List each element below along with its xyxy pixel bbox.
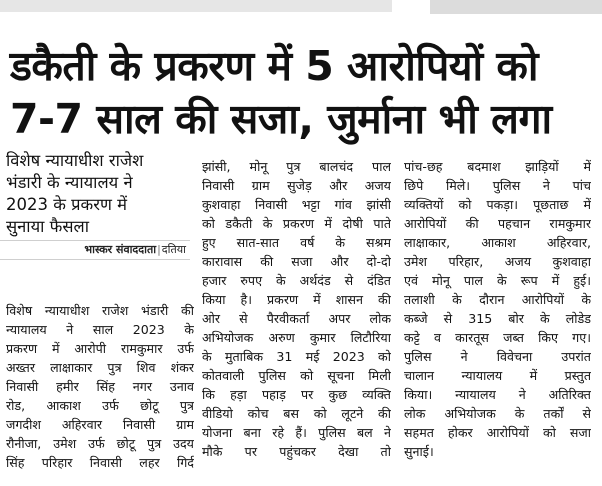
- column-line: मौके पर पहुंचकर देखा तो: [202, 444, 391, 459]
- column-line: व्यक्तियों को पकड़ा। पूछताछ में: [404, 197, 591, 212]
- column-line: कारावास की सजा और दो-दो: [202, 254, 391, 269]
- column-line: पुलिस ने विवेचना उपरांत: [404, 349, 591, 364]
- column-line: उमेश परिहार, अजय कुशवाहा: [404, 254, 591, 269]
- byline-separator: |: [157, 243, 161, 256]
- byline-city: दतिया: [161, 243, 186, 256]
- column-line: अख्तर लाक्षाकार पुत्र शिव शंकर: [6, 360, 194, 375]
- article-column-3: [404, 157, 591, 461]
- column-line: चालान न्यायालय में प्रस्तुत: [404, 368, 591, 383]
- subheadline-line: विशेष न्यायाधीश राजेश: [6, 151, 144, 170]
- byline-agency: भास्कर संवाददाता: [84, 243, 157, 256]
- column-line: हजार रुपए के अर्थदंड से दंडित: [202, 273, 391, 288]
- column-line: किया। न्यायालय ने अतिरिक्त: [404, 387, 591, 402]
- column-line: ओर से पैरवीकर्ता अपर लोक: [202, 311, 391, 326]
- column-line: निवासी ग्राम सुजेड़ और अजय: [202, 178, 391, 193]
- byline: [0, 240, 190, 260]
- headline: [10, 40, 600, 146]
- column-line: किया है। प्रकरण में शासन की: [202, 292, 391, 307]
- column-line: जगदीश अहिरवार निवासी ग्राम: [6, 417, 194, 432]
- column-line: सिंह परिहार निवासी लहर गिर्द: [6, 455, 194, 470]
- subheadline: [6, 150, 198, 238]
- subheadline-line: 2023 के प्रकरण में: [6, 195, 128, 214]
- column-line: एवं मोनू पाल के रूप में हुई।: [404, 273, 591, 288]
- column-line: लोक अभियोजक के तर्कों से: [404, 406, 591, 421]
- column-line: न्यायालय ने साल 2023 के: [6, 322, 194, 337]
- column-line: झांसी, मोनू पुत्र बालचंद पाल: [202, 159, 391, 174]
- column-line: प्रकरण में आरोपी रामकुमार उर्फ: [6, 341, 194, 356]
- column-line: आरोपियों की पहचान रामकुमार: [404, 216, 591, 231]
- article-column-2: [202, 157, 391, 461]
- headline-line: 7-7 साल की सजा, जुर्माना भी लगा: [10, 95, 552, 143]
- column-line: निवासी हमीर सिंह नगर उनाव: [6, 379, 194, 394]
- column-line: तलाशी के दौरान आरोपियों के: [404, 292, 591, 307]
- column-line: कुशवाहा निवासी भट्टा गांव झांसी: [202, 197, 391, 212]
- article-column-1: [6, 301, 194, 472]
- column-line: अभियोजक अरुण कुमार लिटौरिया: [202, 330, 391, 345]
- column-line: के मुताबिक 31 मई 2023 को: [202, 349, 391, 364]
- column-line: लाक्षाकार, आकाश अहिरवार,: [404, 235, 591, 250]
- column-line: सहमत होकर आरोपियों को सजा: [404, 425, 591, 440]
- column-line: छिपे मिले। पुलिस ने पांच: [404, 178, 591, 193]
- column-line: कट्टे व कारतूस जब्त किए गए।: [404, 330, 591, 345]
- column-line: रौनीजा, उमेश उर्फ छोटू पुत्र उदय: [6, 436, 194, 451]
- column-line: को डकैती के प्रकरण में दोषी पाते: [202, 216, 391, 231]
- column-line: रोड, आकाश उर्फ छोटू पुत्र: [6, 398, 194, 413]
- column-line: हुए सात-सात वर्ष के सश्रम: [202, 235, 391, 250]
- subheadline-line: भंडारी के न्यायालय ने: [6, 173, 133, 192]
- adjacent-article-edge: [430, 0, 602, 14]
- column-line: पांच-छह बदमाश झाड़ियों में: [404, 159, 591, 174]
- byline-text: [84, 242, 186, 257]
- column-line: कोतवाली पुलिस को सूचना मिली: [202, 368, 391, 383]
- column-line: कब्जे से 315 बोर के लोडेड: [404, 311, 591, 326]
- previous-article-edge: [0, 0, 392, 12]
- column-line: सुनाई।: [404, 444, 434, 459]
- headline-line: डकैती के प्रकरण में 5 आरोपियों को: [10, 42, 539, 90]
- column-line: विशेष न्यायाधीश राजेश भंडारी की: [6, 303, 194, 318]
- column-line: योजना बना रहे हैं। पुलिस बल ने: [202, 425, 391, 440]
- column-line: वीडियो कोच बस को लूटने की: [202, 406, 391, 421]
- subheadline-line: सुनाया फैसला: [6, 217, 90, 236]
- column-line: कि हड़ा पहाड़ पर कुछ व्यक्ति: [202, 387, 391, 402]
